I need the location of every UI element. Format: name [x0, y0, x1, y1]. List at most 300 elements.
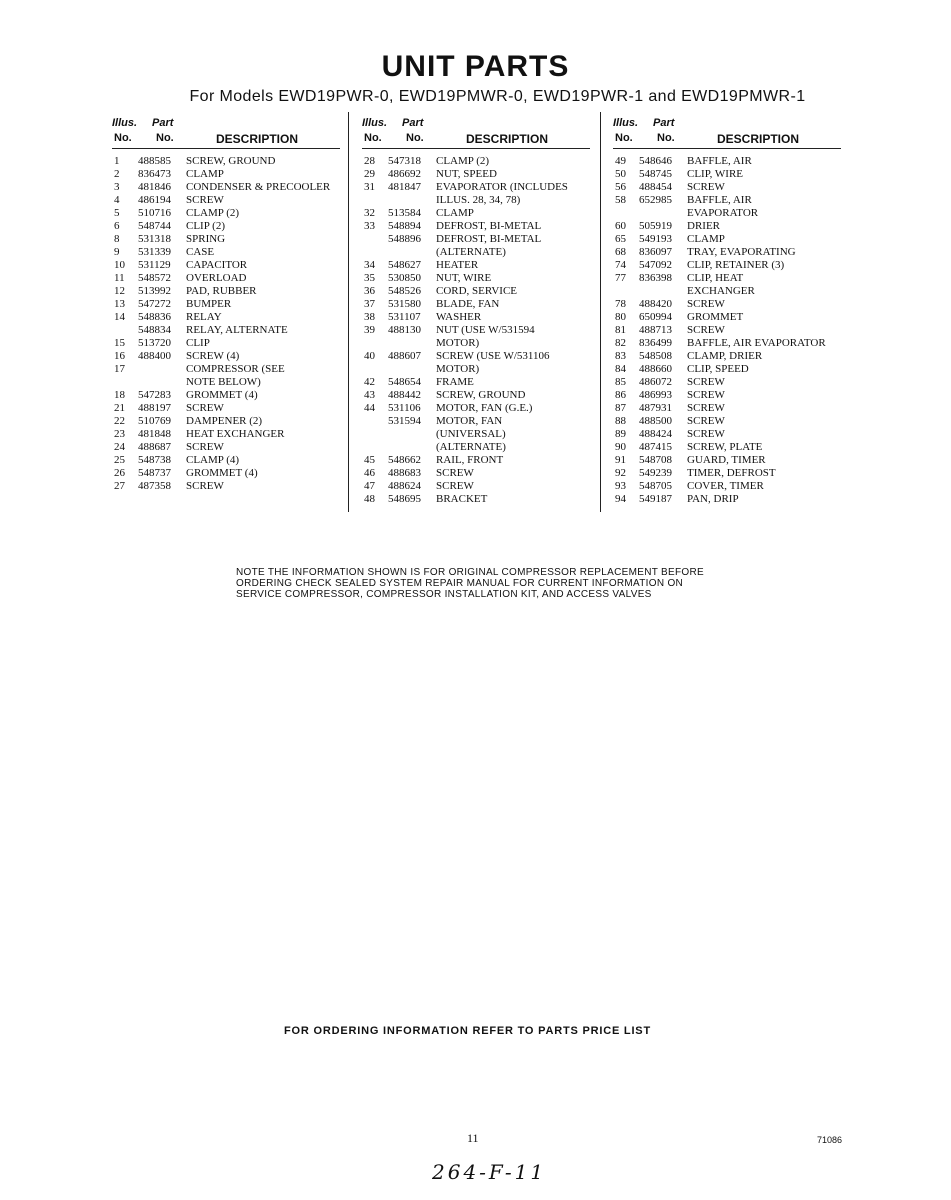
illus-number: 21: [114, 402, 125, 414]
part-description: NUT, WIRE: [436, 272, 492, 284]
illus-number: 32: [364, 207, 375, 219]
part-number: 547092: [639, 259, 672, 271]
part-number: 549193: [639, 233, 672, 245]
part-row: [613, 415, 853, 428]
part-row: [362, 194, 602, 207]
part-row: [613, 168, 853, 181]
part-row: [362, 259, 602, 272]
part-row: [362, 467, 602, 480]
part-description: CLAMP: [186, 168, 224, 180]
illus-number: 13: [114, 298, 125, 310]
illus-number: 56: [615, 181, 626, 193]
illus-number: 90: [615, 441, 626, 453]
part-number: 505919: [639, 220, 672, 232]
part-number: 487358: [138, 480, 171, 492]
column-header: [362, 117, 602, 147]
part-row: [613, 480, 853, 493]
part-description: CLAMP: [687, 233, 725, 245]
part-number: 547272: [138, 298, 171, 310]
part-description: SCREW: [436, 467, 474, 479]
part-description: MOTOR): [436, 337, 480, 349]
part-description: SCREW, PLATE: [687, 441, 763, 453]
part-description: SCREW: [186, 441, 224, 453]
part-description: CLIP, HEAT: [687, 272, 744, 284]
part-row: [613, 285, 853, 298]
illus-number: 80: [615, 311, 626, 323]
part-number: 548894: [388, 220, 421, 232]
part-number: 549239: [639, 467, 672, 479]
part-row: [613, 376, 853, 389]
illus-number: 91: [615, 454, 626, 466]
part-row: [112, 207, 352, 220]
part-row: [362, 311, 602, 324]
part-number: 481848: [138, 428, 171, 440]
ordering-info: FOR ORDERING INFORMATION REFER TO PARTS PRICE LIST: [284, 1025, 651, 1037]
part-description: BRACKET: [436, 493, 488, 505]
illus-number: 47: [364, 480, 375, 492]
illus-number: 11: [114, 272, 125, 284]
part-description: SCREW: [186, 480, 224, 492]
part-number: 836473: [138, 168, 171, 180]
part-description: BAFFLE, AIR: [687, 155, 752, 167]
part-description: COVER, TIMER: [687, 480, 764, 492]
part-description: MOTOR): [436, 363, 480, 375]
part-description: NOTE BELOW): [186, 376, 261, 388]
part-row: [362, 337, 602, 350]
part-description: GROMMET: [687, 311, 744, 323]
part-row: [112, 454, 352, 467]
part-row: [112, 363, 352, 376]
part-number: 836398: [639, 272, 672, 284]
part-number: 488442: [388, 389, 421, 401]
part-description: RELAY: [186, 311, 222, 323]
part-row: [362, 233, 602, 246]
illus-number: 24: [114, 441, 125, 453]
note-line: NOTE THE INFORMATION SHOWN IS FOR ORIGINAL COMPRESSOR REPLACEMENT BEFORE: [236, 567, 704, 578]
illus-number: 86: [615, 389, 626, 401]
part-description: CASE: [186, 246, 215, 258]
part-description: CLIP (2): [186, 220, 226, 232]
part-number: 548627: [388, 259, 421, 271]
part-description: SCREW, GROUND: [186, 155, 276, 167]
illus-number: 84: [615, 363, 626, 375]
part-row: [613, 207, 853, 220]
part-description: SCREW: [687, 376, 725, 388]
part-row: [613, 402, 853, 415]
illus-number: 85: [615, 376, 626, 388]
header-illus-no: No.: [615, 132, 633, 144]
part-row: [112, 480, 352, 493]
part-description: DEFROST, BI-METAL: [436, 233, 542, 245]
illus-number: 18: [114, 389, 125, 401]
part-row: [613, 493, 853, 506]
part-row: [112, 168, 352, 181]
part-row: [362, 402, 602, 415]
part-description: ILLUS. 28, 34, 78): [436, 194, 521, 206]
part-description: SCREW (USE W/531106: [436, 350, 550, 362]
part-description: GROMMET (4): [186, 467, 258, 479]
part-row: [112, 272, 352, 285]
part-row: [362, 350, 602, 363]
part-description: PAN, DRIP: [687, 493, 739, 505]
note-line: ORDERING CHECK SEALED SYSTEM REPAIR MANUAL FOR CURRENT INFORMATION ON: [236, 578, 684, 589]
header-part-no: No.: [156, 132, 174, 144]
part-row: [112, 389, 352, 402]
illus-number: 25: [114, 454, 125, 466]
part-number: 513992: [138, 285, 171, 297]
header-illus: Illus.: [112, 117, 138, 129]
part-row: [362, 376, 602, 389]
part-description: OVERLOAD: [186, 272, 247, 284]
part-row: [112, 441, 352, 454]
part-description: HEAT EXCHANGER: [186, 428, 285, 440]
part-number: 488420: [639, 298, 672, 310]
handwritten-annotation: 264-F-11: [432, 1160, 547, 1184]
illus-number: 78: [615, 298, 626, 310]
part-row: [613, 311, 853, 324]
part-number: 531339: [138, 246, 171, 258]
part-number: 488660: [639, 363, 672, 375]
part-description: SCREW: [687, 402, 725, 414]
part-number: 531580: [388, 298, 421, 310]
part-description: EXCHANGER: [687, 285, 755, 297]
part-number: 650994: [639, 311, 672, 323]
illus-number: 10: [114, 259, 125, 271]
part-description: GUARD, TIMER: [687, 454, 766, 466]
part-number: 488713: [639, 324, 672, 336]
part-row: [613, 272, 853, 285]
illus-number: 83: [615, 350, 626, 362]
part-row: [362, 298, 602, 311]
illus-number: 29: [364, 168, 375, 180]
part-row: [613, 233, 853, 246]
part-description: MOTOR, FAN (G.E.): [436, 402, 533, 414]
header-illus: Illus.: [362, 117, 388, 129]
illus-number: 5: [114, 207, 120, 219]
header-rule: [362, 148, 590, 149]
illus-number: 93: [615, 480, 626, 492]
part-row: [362, 389, 602, 402]
models-subtitle: For Models EWD19PWR-0, EWD19PMWR-0, EWD19PWR-1 and EWD19PMWR-1: [189, 88, 806, 105]
part-row: [613, 155, 853, 168]
part-number: 548708: [639, 454, 672, 466]
part-number: 486692: [388, 168, 421, 180]
illus-number: 33: [364, 220, 375, 232]
part-number: 488607: [388, 350, 421, 362]
part-row: [112, 285, 352, 298]
illus-number: 14: [114, 311, 125, 323]
part-number: 547283: [138, 389, 171, 401]
part-row: [362, 480, 602, 493]
illus-number: 4: [114, 194, 120, 206]
part-row: [362, 324, 602, 337]
part-number: 488454: [639, 181, 672, 193]
part-description: SCREW: [186, 194, 224, 206]
page-title: UNIT PARTS: [381, 50, 570, 83]
part-description: BAFFLE, AIR EVAPORATOR: [687, 337, 826, 349]
illus-number: 44: [364, 402, 375, 414]
part-number: 488585: [138, 155, 171, 167]
part-row: [112, 155, 352, 168]
illus-number: 27: [114, 480, 125, 492]
part-row: [613, 181, 853, 194]
header-part: Part: [152, 117, 174, 129]
part-description: RAIL, FRONT: [436, 454, 504, 466]
part-description: CORD, SERVICE: [436, 285, 518, 297]
part-description: HEATER: [436, 259, 479, 271]
part-number: 487415: [639, 441, 672, 453]
part-row: [112, 311, 352, 324]
part-row: [112, 350, 352, 363]
part-description: SCREW: [687, 389, 725, 401]
part-description: CLAMP (2): [436, 155, 490, 167]
part-number: 547318: [388, 155, 421, 167]
part-description: SCREW: [436, 480, 474, 492]
part-row: [112, 467, 352, 480]
compressor-note: [236, 567, 756, 600]
header-illus-no: No.: [364, 132, 382, 144]
illus-number: 92: [615, 467, 626, 479]
illus-number: 39: [364, 324, 375, 336]
illus-number: 3: [114, 181, 120, 193]
part-row: [613, 350, 853, 363]
part-row: [362, 441, 602, 454]
part-description: SCREW: [687, 324, 725, 336]
header-rule: [613, 148, 841, 149]
part-number: 548646: [639, 155, 672, 167]
part-number: 513720: [138, 337, 171, 349]
part-number: 488683: [388, 467, 421, 479]
part-row: [613, 194, 853, 207]
illus-number: 43: [364, 389, 375, 401]
part-number: 548744: [138, 220, 171, 232]
note-line: SERVICE COMPRESSOR, COMPRESSOR INSTALLATION KIT, AND ACCESS VALVES: [236, 589, 652, 600]
part-number: 486993: [639, 389, 672, 401]
part-number: 548738: [138, 454, 171, 466]
part-row: [112, 428, 352, 441]
part-number: 548737: [138, 467, 171, 479]
part-row: [112, 402, 352, 415]
illus-number: 58: [615, 194, 626, 206]
header-illus: Illus.: [613, 117, 639, 129]
part-row: [362, 220, 602, 233]
part-description: SPRING: [186, 233, 226, 245]
part-number: 488130: [388, 324, 421, 336]
illus-number: 40: [364, 350, 375, 362]
parts-column: [362, 117, 602, 506]
illus-number: 46: [364, 467, 375, 479]
part-row: [362, 363, 602, 376]
header-description: DESCRIPTION: [717, 132, 800, 146]
part-row: [112, 376, 352, 389]
parts-list: [613, 155, 853, 506]
part-number: 548896: [388, 233, 421, 245]
part-description: CLAMP (4): [186, 454, 240, 466]
part-number: 548695: [388, 493, 421, 505]
part-row: [112, 259, 352, 272]
part-number: 481847: [388, 181, 421, 193]
part-description: NUT (USE W/531594: [436, 324, 535, 336]
part-description: EVAPORATOR: [687, 207, 759, 219]
part-row: [362, 207, 602, 220]
header-description: DESCRIPTION: [466, 132, 549, 146]
part-number: 548745: [639, 168, 672, 180]
part-row: [112, 194, 352, 207]
part-description: BAFFLE, AIR: [687, 194, 752, 206]
part-row: [613, 259, 853, 272]
part-description: NUT, SPEED: [436, 168, 497, 180]
illus-number: 2: [114, 168, 120, 180]
part-description: CONDENSER & PRECOOLER: [186, 181, 331, 193]
part-number: 548662: [388, 454, 421, 466]
part-number: 488197: [138, 402, 171, 414]
column-header: [112, 117, 352, 147]
part-row: [112, 246, 352, 259]
part-row: [362, 428, 602, 441]
part-number: 549187: [639, 493, 672, 505]
part-description: DAMPENER (2): [186, 415, 263, 427]
part-number: 652985: [639, 194, 672, 206]
part-number: 548654: [388, 376, 421, 388]
part-description: FRAME: [436, 376, 474, 388]
part-number: 531107: [388, 311, 421, 323]
part-number: 548705: [639, 480, 672, 492]
illus-number: 8: [114, 233, 120, 245]
illus-number: 12: [114, 285, 125, 297]
header-part-no: No.: [657, 132, 675, 144]
part-description: BLADE, FAN: [436, 298, 500, 310]
illus-number: 89: [615, 428, 626, 440]
part-row: [613, 298, 853, 311]
part-number: 548526: [388, 285, 421, 297]
part-description: (ALTERNATE): [436, 246, 506, 258]
part-description: CLIP, SPEED: [687, 363, 749, 375]
part-description: CLIP, RETAINER (3): [687, 259, 785, 271]
part-description: TRAY, EVAPORATING: [687, 246, 796, 258]
part-number: 487931: [639, 402, 672, 414]
illus-number: 26: [114, 467, 125, 479]
part-number: 481846: [138, 181, 171, 193]
part-row: [613, 467, 853, 480]
part-description: SCREW: [687, 428, 725, 440]
part-row: [112, 220, 352, 233]
part-description: CLIP: [186, 337, 210, 349]
part-number: 531318: [138, 233, 171, 245]
part-description: MOTOR, FAN: [436, 415, 503, 427]
part-row: [112, 181, 352, 194]
part-row: [112, 337, 352, 350]
part-row: [613, 220, 853, 233]
part-row: [112, 233, 352, 246]
part-description: EVAPORATOR (INCLUDES: [436, 181, 568, 193]
part-row: [362, 246, 602, 259]
illus-number: 9: [114, 246, 120, 258]
part-number: 531594: [388, 415, 421, 427]
page-number: 11: [467, 1131, 479, 1145]
part-number: 488500: [639, 415, 672, 427]
illus-number: 68: [615, 246, 626, 258]
part-number: 513584: [388, 207, 421, 219]
part-number: 488687: [138, 441, 171, 453]
part-description: SCREW: [687, 181, 725, 193]
illus-number: 77: [615, 272, 626, 284]
part-row: [613, 337, 853, 350]
part-row: [362, 493, 602, 506]
part-description: (UNIVERSAL): [436, 428, 506, 440]
illus-number: 38: [364, 311, 375, 323]
part-row: [112, 415, 352, 428]
header-part-no: No.: [406, 132, 424, 144]
part-description: DEFROST, BI-METAL: [436, 220, 542, 232]
illus-number: 31: [364, 181, 375, 193]
part-number: 548836: [138, 311, 171, 323]
part-description: GROMMET (4): [186, 389, 258, 401]
illus-number: 23: [114, 428, 125, 440]
illus-number: 45: [364, 454, 375, 466]
part-row: [613, 363, 853, 376]
part-description: SCREW: [186, 402, 224, 414]
part-row: [362, 181, 602, 194]
part-row: [362, 454, 602, 467]
illus-number: 34: [364, 259, 375, 271]
part-number: 486072: [639, 376, 672, 388]
part-number: 530850: [388, 272, 421, 284]
part-number: 531106: [388, 402, 421, 414]
part-number: 510716: [138, 207, 171, 219]
part-number: 548834: [138, 324, 171, 336]
part-row: [362, 168, 602, 181]
header-part: Part: [402, 117, 424, 129]
part-description: BUMPER: [186, 298, 232, 310]
part-description: SCREW (4): [186, 350, 240, 362]
part-number: 548572: [138, 272, 171, 284]
part-number: 531129: [138, 259, 171, 271]
part-description: COMPRESSOR (SEE: [186, 363, 285, 375]
part-row: [613, 454, 853, 467]
part-row: [613, 246, 853, 259]
illus-number: 50: [615, 168, 626, 180]
part-description: DRIER: [687, 220, 720, 232]
illus-number: 65: [615, 233, 626, 245]
part-description: CLAMP: [436, 207, 474, 219]
illus-number: 48: [364, 493, 375, 505]
part-description: WASHER: [436, 311, 482, 323]
illus-number: 28: [364, 155, 375, 167]
part-row: [362, 272, 602, 285]
illus-number: 22: [114, 415, 125, 427]
part-number: 488624: [388, 480, 421, 492]
illus-number: 6: [114, 220, 120, 232]
illus-number: 15: [114, 337, 125, 349]
illus-number: 94: [615, 493, 626, 505]
header-illus-no: No.: [114, 132, 132, 144]
illus-number: 74: [615, 259, 626, 271]
part-description: TIMER, DEFROST: [687, 467, 776, 479]
part-number: 488424: [639, 428, 672, 440]
header-rule: [112, 148, 340, 149]
column-header: [613, 117, 853, 147]
parts-column: [112, 117, 352, 493]
part-row: [613, 428, 853, 441]
illus-number: 81: [615, 324, 626, 336]
illus-number: 87: [615, 402, 626, 414]
part-row: [613, 324, 853, 337]
part-row: [112, 324, 352, 337]
part-description: SCREW: [687, 415, 725, 427]
part-number: 488400: [138, 350, 171, 362]
illus-number: 60: [615, 220, 626, 232]
parts-list: [112, 155, 352, 493]
